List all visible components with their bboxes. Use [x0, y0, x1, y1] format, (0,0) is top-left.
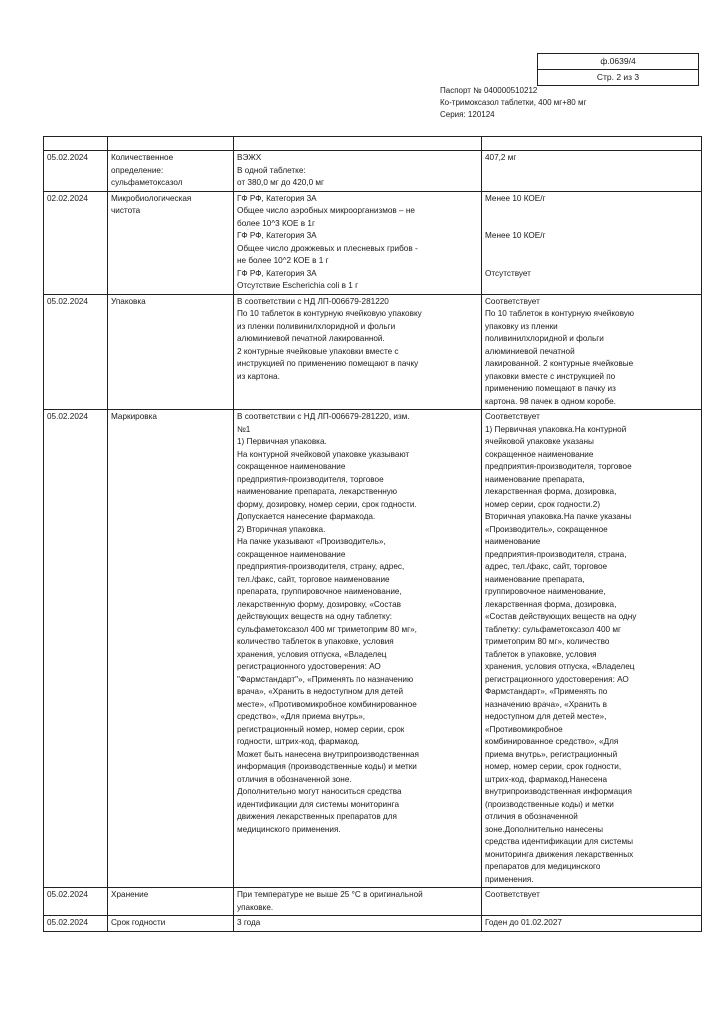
cell-text: отличия в обозначенной — [485, 812, 578, 821]
cell-text: более 10^3 КОЕ в 1г — [237, 218, 315, 228]
cell-text: 1) Первичная упаковка.На контурной — [485, 424, 627, 434]
date-cell — [44, 410, 108, 888]
cell-text: По 10 таблеток в контурную ячейковую упаковку — [237, 309, 422, 318]
cell-text: По 10 таблеток в контурную ячейковую — [485, 309, 635, 318]
cell-text: медицинского применения. — [237, 824, 341, 834]
cell-text: В одной таблетке: — [237, 165, 306, 175]
test-name-cell — [108, 294, 234, 410]
cell-text: лакированной. 2 контурные ячейковые — [485, 359, 634, 368]
table-row — [44, 410, 702, 888]
result-cell — [482, 191, 702, 294]
date-cell — [44, 916, 108, 932]
cell-text: ГФ РФ, Категория 3А — [237, 268, 317, 278]
cell-text: предприятия-производителя, страна, — [485, 549, 627, 559]
date-cell — [44, 191, 108, 294]
cell-text: наименование препарата, — [485, 574, 585, 584]
cell-text: Вторичная упаковка.На пачке указаны — [485, 512, 632, 521]
cell-text: 1) Первичная упаковка. — [237, 437, 327, 446]
cell-text: На контурной ячейковой упаковке указывают — [237, 449, 410, 459]
cell-text: количество таблеток в упаковке, условия — [237, 637, 394, 646]
product-name: Ко-тримоксазол таблетки, 400 мг+80 мг — [440, 98, 587, 107]
analysis-table-body — [44, 137, 702, 932]
test-name-cell — [108, 916, 234, 932]
result-cell — [482, 410, 702, 888]
cell-text: лекарственная форма, дозировка, — [485, 599, 617, 609]
table-row — [44, 294, 702, 410]
cell-text: из картона. — [237, 371, 280, 381]
series-number: Серия: 120124 — [440, 110, 495, 119]
cell-text: таблетку: сульфаметоксазол 400 мг — [485, 624, 621, 634]
form-code-box — [537, 53, 699, 86]
cell-text: сульфаметоксазол — [111, 178, 183, 187]
cell-text: Соответствует — [485, 890, 540, 899]
cell-text: «Противомикробное — [485, 724, 563, 734]
cell-text: тел./факс, сайт, торговое наименование — [237, 574, 390, 584]
cell-text: Маркировка — [111, 412, 157, 421]
cell-text: ячейковой упаковке указаны — [485, 437, 594, 446]
cell-text — [485, 255, 698, 268]
cell-text: (производственные коды) и метки — [485, 799, 614, 809]
test-name-cell — [108, 410, 234, 888]
cell-text: сокращенное наименование — [485, 449, 594, 459]
cell-text: движения лекарственных препаратов для — [237, 812, 397, 821]
result-cell — [482, 294, 702, 410]
blank-cell — [44, 137, 108, 151]
cell-text: группировочное наименование, — [485, 587, 606, 596]
cell-text: №1 — [237, 424, 251, 434]
cell-text: Микробиологическая — [111, 193, 192, 203]
cell-text: 05.02.2024 — [47, 153, 88, 162]
result-cell — [482, 151, 702, 192]
cell-text: отличия в обозначенной зоне. — [237, 774, 352, 784]
cell-text: препаратов для медицинского — [485, 862, 601, 871]
cell-text: алюминиевой печатной — [485, 346, 575, 356]
cell-text: чистота — [111, 206, 141, 215]
cell-text: штрих-код, фармакод.Нанесена — [485, 774, 608, 784]
cell-text: Отсутствует — [485, 268, 531, 278]
table-row — [44, 151, 702, 192]
cell-text: предприятия-производителя, торговое — [485, 462, 632, 471]
test-name-cell — [108, 888, 234, 916]
cell-text: 05.02.2024 — [47, 412, 88, 421]
cell-text: 05.02.2024 — [47, 918, 88, 927]
cell-text: При температуре не выше 25 °С в оригинальной — [237, 890, 423, 899]
test-name-cell — [108, 191, 234, 294]
cell-text: "Фармстандарт"», «Применять по назначению — [237, 674, 414, 684]
cell-text: «Состав действующих веществ на одну — [485, 612, 637, 621]
cell-text: Может быть нанесена внутрипроизводственная — [237, 749, 419, 759]
cell-text: хранения, условия отпуска, «Владелец — [237, 649, 387, 659]
blank-cell — [482, 137, 702, 151]
cell-text: ГФ РФ, Категория 3А — [237, 193, 317, 203]
cell-text: недоступном для детей месте», — [485, 712, 607, 721]
document-header — [440, 85, 586, 121]
cell-text: алюминиевой печатной лакированной. — [237, 334, 385, 343]
cell-text: В соответствии с НД ЛП-006679-281220, изм. — [237, 412, 410, 421]
norm-cell — [234, 294, 482, 410]
cell-text: 3 года — [237, 918, 261, 927]
cell-text: Общее число аэробных микроорганизмов – не — [237, 206, 415, 215]
cell-text: хранения, условия отпуска, «Владелец — [485, 662, 635, 671]
cell-text: 2 контурные ячейковые упаковки вместе с — [237, 346, 399, 356]
cell-text: ВЭЖХ — [237, 153, 262, 162]
cell-text: Фармстандарт», «Применять по — [485, 687, 608, 696]
cell-text: Соответствует — [485, 412, 540, 421]
norm-cell — [234, 191, 482, 294]
cell-text: таблеток в упаковке, условия — [485, 649, 597, 659]
cell-text: Менее 10 КОЕ/г — [485, 193, 546, 203]
cell-text: применению помещают в пачку из — [485, 384, 616, 393]
cell-text: зоне.Дополнительно нанесены — [485, 824, 603, 834]
cell-text: годности, штрих-код, фармакод. — [237, 737, 360, 746]
cell-text: Соответствует — [485, 296, 540, 306]
norm-cell — [234, 888, 482, 916]
cell-text: картона. 98 пачек в одном коробе. — [485, 396, 616, 406]
cell-text: сульфаметоксазол 400 мг триметоприм 80 мг», — [237, 624, 417, 634]
cell-text: регистрационный номер, номер серии, срок — [237, 724, 405, 734]
norm-cell — [234, 151, 482, 192]
cell-text: действующих веществ на одну таблетку: — [237, 612, 393, 621]
cell-text: определение: — [111, 165, 164, 175]
cell-text: номер, номер серии, срок годности, — [485, 762, 622, 771]
result-cell — [482, 888, 702, 916]
cell-text: регистрационного удостоверения: АО — [237, 662, 381, 671]
cell-text: врача», «Хранить в недоступном для детей — [237, 687, 404, 696]
analysis-table — [43, 136, 702, 932]
cell-text: 407,2 мг — [485, 153, 517, 162]
page-number: Стр. 2 из 3 — [538, 69, 698, 85]
cell-text: наименование препарата, — [485, 474, 585, 484]
cell-text: номер серии, срок годности.2) — [485, 499, 601, 509]
norm-cell — [234, 916, 482, 932]
cell-text: 05.02.2024 — [47, 890, 88, 899]
cell-text: лекарственная форма, дозировка, — [485, 487, 617, 496]
cell-text: триметоприм 80 мг», количество — [485, 637, 610, 646]
cell-text: комбинированное средство», «Для — [485, 737, 619, 746]
passport-number: Паспорт № 040000510212 — [440, 86, 538, 95]
table-row — [44, 191, 702, 294]
cell-text — [485, 205, 698, 218]
cell-text: средства идентификации для системы — [485, 837, 633, 846]
blank-header-row — [44, 137, 702, 151]
table-row — [44, 888, 702, 916]
cell-text: Отсутствие Escherichia coli в 1 г — [237, 281, 359, 290]
cell-text: инструкцией по применению помещают в пачку — [237, 359, 419, 368]
cell-text: На пачке указывают «Производитель», — [237, 537, 386, 546]
cell-text: применения. — [485, 874, 534, 884]
cell-text: 2) Вторичная упаковка. — [237, 524, 326, 534]
cell-text: средство», «Для приема внутрь», — [237, 712, 366, 721]
cell-text: лекарственную форму, дозировку, «Состав — [237, 599, 401, 609]
cell-text: Общее число дрожжевых и плесневых грибов - — [237, 243, 418, 253]
cell-text: назначению врача», «Хранить в — [485, 699, 608, 709]
cell-text: Менее 10 КОЕ/г — [485, 231, 546, 240]
test-name-cell — [108, 151, 234, 192]
cell-text: Количественное — [111, 153, 174, 162]
cell-text: наименование — [485, 537, 541, 546]
cell-text: «Производитель», сокращенное — [485, 524, 608, 534]
cell-text: Хранение — [111, 890, 149, 899]
cell-text: не более 10^2 КОЕ в 1 г — [237, 256, 329, 265]
date-cell — [44, 888, 108, 916]
cell-text: В соответствии с НД ЛП-006679-281220 — [237, 296, 389, 306]
cell-text: внутрипроизводственная информация — [485, 787, 632, 796]
cell-text: упаковку из пленки — [485, 321, 558, 331]
cell-text — [485, 243, 698, 256]
cell-text: препарата, группировочное наименование, — [237, 587, 402, 596]
blank-cell — [234, 137, 482, 151]
cell-text: Допускается нанесение фармакода. — [237, 512, 376, 521]
cell-text: регистрационного удостоверения: АО — [485, 674, 629, 684]
cell-text: Дополнительно могут наноситься средства — [237, 787, 402, 796]
cell-text: идентификации для системы мониторинга — [237, 799, 400, 809]
cell-text: Упаковка — [111, 296, 146, 306]
form-code: ф.0639/4 — [600, 56, 636, 66]
cell-text: ГФ РФ, Категория 3А — [237, 231, 317, 240]
cell-text: упаковки вместе с инструкцией по — [485, 371, 616, 381]
cell-text: от 380,0 мг до 420,0 мг — [237, 178, 325, 187]
cell-text: адрес, тел./факс, сайт, торговое — [485, 562, 608, 571]
cell-text: Срок годности — [111, 918, 166, 927]
cell-text: месте», «Противомикробное комбинированное — [237, 699, 417, 709]
date-cell — [44, 294, 108, 410]
result-cell — [482, 916, 702, 932]
cell-text: Годен до 01.02.2027 — [485, 918, 562, 927]
cell-text: предприятия-производителя, торговое — [237, 474, 384, 484]
cell-text: предприятия-производителя, страну, адрес, — [237, 562, 405, 571]
cell-text: 02.02.2024 — [47, 193, 88, 203]
blank-cell — [108, 137, 234, 151]
date-cell — [44, 151, 108, 192]
cell-text: из пленки поливинилхлоридной и фольги — [237, 321, 396, 331]
cell-text: упаковке. — [237, 902, 274, 912]
norm-cell — [234, 410, 482, 888]
cell-text: сокращенное наименование — [237, 549, 346, 559]
cell-text: сокращенное наименование — [237, 462, 346, 471]
cell-text: мониторинга движения лекарственных — [485, 849, 634, 859]
cell-text: 05.02.2024 — [47, 296, 88, 306]
cell-text: наименование препарата, лекарственную — [237, 487, 397, 496]
table-row — [44, 916, 702, 932]
cell-text — [485, 218, 698, 231]
cell-text: информация (производственные коды) и метки — [237, 762, 417, 771]
cell-text: приема внутрь», регистрационный — [485, 749, 618, 759]
cell-text: поливинилхлоридной и фольги — [485, 334, 604, 343]
cell-text: форму, дозировку, номер серии, срок годности. — [237, 499, 417, 509]
